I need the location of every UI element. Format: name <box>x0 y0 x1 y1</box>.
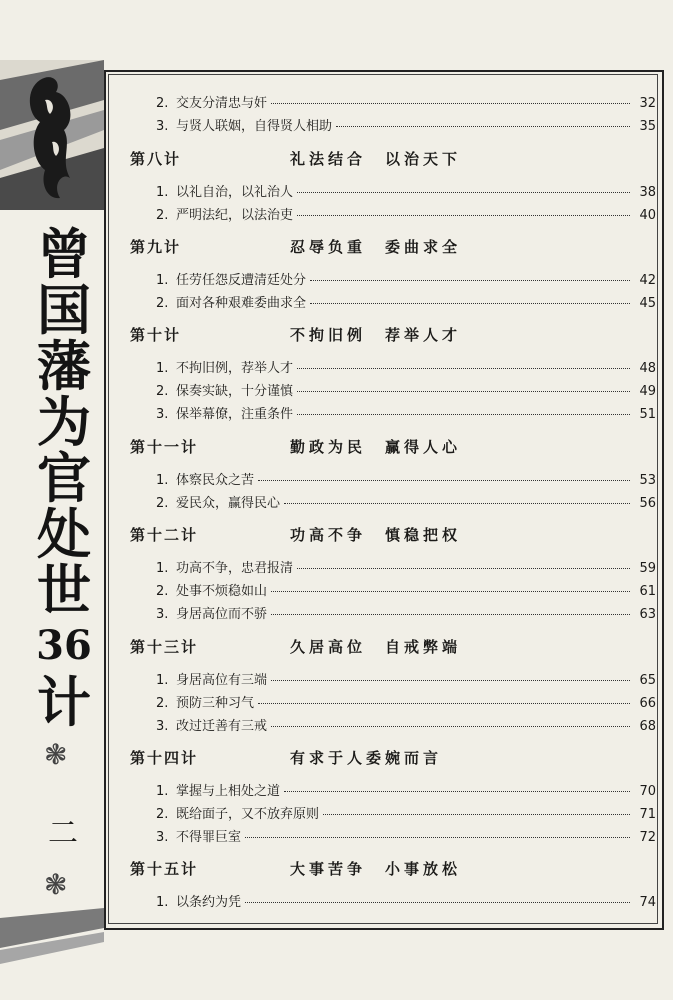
entry-title: 保举幕僚，注重条件 <box>176 407 294 422</box>
toc-entry[interactable] <box>156 181 656 201</box>
entry-number: 1. <box>156 784 169 799</box>
entry-title: 不得罪巨室 <box>176 830 242 845</box>
dot-leader <box>284 791 630 792</box>
toc-entry[interactable] <box>156 269 656 289</box>
entry-page-number: 71 <box>639 807 656 822</box>
entry-page-number: 53 <box>639 473 656 488</box>
toc-entry[interactable] <box>156 715 656 735</box>
chapter-label: 第八计 <box>130 150 182 168</box>
chapter-label: 第十计 <box>130 326 182 344</box>
entry-number: 2. <box>156 296 169 311</box>
dot-leader <box>297 368 630 369</box>
entry-title: 预防三种习气 <box>176 696 255 711</box>
chapter-label: 第十一计 <box>130 438 199 456</box>
entry-number: 2. <box>156 96 169 111</box>
toc-entry[interactable] <box>156 92 656 112</box>
entry-number: 3. <box>156 719 169 734</box>
entry-number: 1. <box>156 361 169 376</box>
entry-number: 1. <box>156 273 169 288</box>
entry-page-number: 35 <box>639 119 656 134</box>
dot-leader <box>297 568 630 569</box>
entry-title: 任劳任怨反遭清廷处分 <box>176 273 307 288</box>
dot-leader <box>323 814 630 815</box>
entry-title: 既给面子，又不放弃原则 <box>176 807 320 822</box>
toc-entry[interactable] <box>156 891 656 911</box>
entry-page-number: 51 <box>639 407 656 422</box>
sidebar <box>0 0 104 1000</box>
entry-page-number: 74 <box>639 895 656 910</box>
entry-title: 以礼自治，以礼治人 <box>176 185 294 200</box>
toc-entry[interactable] <box>156 380 656 400</box>
entry-page-number: 48 <box>639 361 656 376</box>
toc-entry[interactable] <box>156 292 656 312</box>
entry-number: 1. <box>156 895 169 910</box>
title-char: 国 <box>37 278 91 342</box>
dot-leader <box>297 414 630 415</box>
diagonal-stripe-ornament <box>0 908 104 968</box>
flower-ornament-icon: ❃ <box>44 868 68 901</box>
title-char: 计 <box>37 670 91 734</box>
book-title-vertical <box>32 222 96 734</box>
entry-title: 掌握与上相处之道 <box>176 784 281 799</box>
entry-number: 2. <box>156 696 169 711</box>
entry-page-number: 61 <box>639 584 656 599</box>
chapter-heading <box>130 236 656 257</box>
entry-page-number: 63 <box>639 607 656 622</box>
toc-entry[interactable] <box>156 669 656 689</box>
entry-number: 3. <box>156 830 169 845</box>
entry-title: 不拘旧例，荐举人才 <box>176 361 294 376</box>
entry-page-number: 72 <box>639 830 656 845</box>
chapter-label: 第十二计 <box>130 526 199 544</box>
entry-title: 以条约为凭 <box>176 895 242 910</box>
title-char: 藩 <box>37 334 91 398</box>
entry-title: 交友分清忠与奸 <box>176 96 268 111</box>
entry-title: 体察民众之苦 <box>176 473 255 488</box>
entry-number: 1. <box>156 185 169 200</box>
entry-title: 处事不烦稳如山 <box>176 584 268 599</box>
toc-entry[interactable] <box>156 803 656 823</box>
chapter-heading <box>130 524 656 545</box>
entry-title: 改过迁善有三戒 <box>176 719 268 734</box>
chapter-heading <box>130 636 656 657</box>
chapter-title: 有求于人委婉而言 <box>290 749 443 767</box>
entry-page-number: 40 <box>639 208 656 223</box>
entry-number: 1. <box>156 673 169 688</box>
dot-leader <box>297 391 630 392</box>
entry-number: 2. <box>156 496 169 511</box>
entry-page-number: 42 <box>639 273 656 288</box>
entry-title: 保奏实缺，十分谨慎 <box>176 384 294 399</box>
dot-leader <box>271 103 630 104</box>
entry-number: 2. <box>156 384 169 399</box>
chapter-heading <box>130 436 656 457</box>
toc-entry[interactable] <box>156 692 656 712</box>
entry-page-number: 56 <box>639 496 656 511</box>
entry-page-number: 32 <box>639 96 656 111</box>
chapter-label: 第九计 <box>130 238 182 256</box>
chapter-heading <box>130 747 656 768</box>
dot-leader <box>297 192 630 193</box>
entry-page-number: 49 <box>639 384 656 399</box>
entry-page-number: 65 <box>639 673 656 688</box>
title-char: 世 <box>37 558 91 622</box>
dot-leader <box>284 503 630 504</box>
toc-entry[interactable] <box>156 780 656 800</box>
entry-title: 爱民众，赢得民心 <box>176 496 281 511</box>
chapter-label: 第十四计 <box>130 749 199 767</box>
entry-number: 3. <box>156 119 169 134</box>
entry-title: 与贤人联姻，自得贤人相助 <box>176 119 333 134</box>
title-char: 曾 <box>37 222 91 286</box>
entry-page-number: 38 <box>639 185 656 200</box>
dot-leader <box>258 480 630 481</box>
title-char: 官 <box>37 446 91 510</box>
dot-leader <box>271 614 630 615</box>
dot-leader <box>271 726 630 727</box>
entry-title: 严明法纪，以法治吏 <box>176 208 294 223</box>
entry-number: 3. <box>156 607 169 622</box>
entry-page-number: 45 <box>639 296 656 311</box>
dot-leader <box>245 902 630 903</box>
dot-leader <box>310 280 630 281</box>
chapter-title: 忍辱负重 委曲求全 <box>290 238 462 256</box>
entry-page-number: 70 <box>639 784 656 799</box>
dot-leader <box>245 837 630 838</box>
entry-page-number: 59 <box>639 561 656 576</box>
title-char: 36 <box>36 622 92 669</box>
cloud-ornament-banner <box>0 60 104 210</box>
entry-title: 面对各种艰难委曲求全 <box>176 296 307 311</box>
entry-number: 2. <box>156 584 169 599</box>
toc-entry[interactable] <box>156 603 656 623</box>
toc-entry[interactable] <box>156 557 656 577</box>
entry-title: 身居高位而不骄 <box>176 607 268 622</box>
toc-entry[interactable] <box>156 115 656 135</box>
toc-entry[interactable] <box>156 826 656 846</box>
dot-leader <box>271 680 630 681</box>
entry-page-number: 68 <box>639 719 656 734</box>
toc-entry[interactable] <box>156 204 656 224</box>
chapter-title: 久居高位 自戒弊端 <box>290 638 462 656</box>
title-char: 为 <box>37 390 91 454</box>
chapter-title: 大事苦争 小事放松 <box>290 860 462 878</box>
chapter-title: 不拘旧例 荐举人才 <box>290 326 462 344</box>
chapter-heading <box>130 858 656 879</box>
chapter-label: 第十五计 <box>130 860 199 878</box>
chapter-title: 礼法结合 以治天下 <box>290 150 462 168</box>
chapter-heading <box>130 324 656 345</box>
title-char: 处 <box>37 502 91 566</box>
flower-ornament-icon: ❃ <box>44 738 68 771</box>
entry-number: 2. <box>156 807 169 822</box>
toc-entry[interactable] <box>156 492 656 512</box>
dot-leader <box>271 591 630 592</box>
entry-number: 2. <box>156 208 169 223</box>
dot-leader <box>310 303 630 304</box>
entry-number: 1. <box>156 561 169 576</box>
entry-number: 3. <box>156 407 169 422</box>
entry-number: 1. <box>156 473 169 488</box>
page-marker: 二 <box>48 816 78 851</box>
toc-entry[interactable] <box>156 357 656 377</box>
entry-title: 功高不争，忠君报清 <box>176 561 294 576</box>
toc-entry[interactable] <box>156 469 656 489</box>
dot-leader <box>297 215 630 216</box>
dot-leader <box>258 703 630 704</box>
chapter-label: 第十三计 <box>130 638 199 656</box>
toc-entry[interactable] <box>156 580 656 600</box>
entry-title: 身居高位有三端 <box>176 673 268 688</box>
chapter-title: 功高不争 慎稳把权 <box>290 526 462 544</box>
toc-entry[interactable] <box>156 403 656 423</box>
dot-leader <box>336 126 630 127</box>
chapter-title: 勤政为民 赢得人心 <box>290 438 462 456</box>
entry-page-number: 66 <box>639 696 656 711</box>
chapter-heading <box>130 148 656 169</box>
